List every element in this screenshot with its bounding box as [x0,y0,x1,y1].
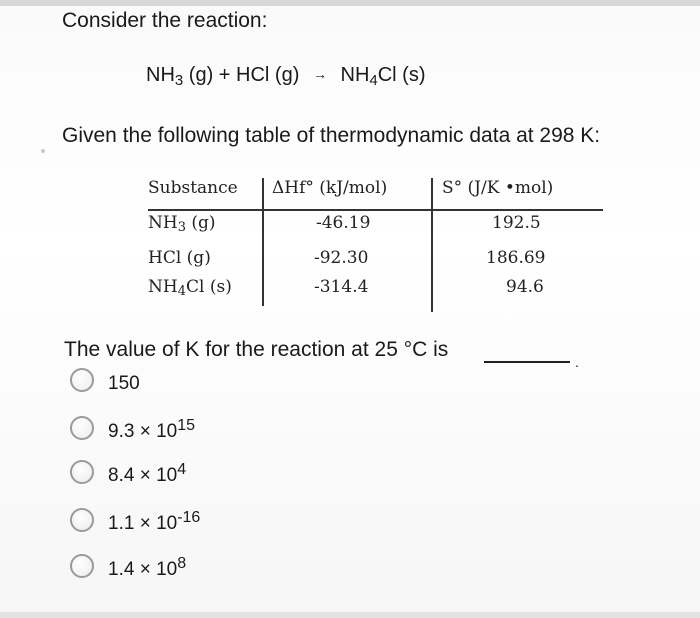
reactant-nh3: NH [146,64,175,86]
radio-button[interactable] [70,554,94,578]
row-s: 192.5 [492,213,541,233]
radio-button[interactable] [70,368,94,392]
row-s: 186.69 [486,248,546,268]
reactant-nh3-sub: 3 [174,72,184,89]
question-period: . [575,354,579,370]
product-rest: Cl (s) [377,64,426,86]
header-dhf: ΔHf° (kJ/mol) [272,178,388,198]
row-substance: $NH_4Cl$ (s) [148,277,232,299]
product-nh4-sub: 4 [369,72,378,89]
option-label: 150 [108,373,140,394]
header-underline [148,209,603,211]
row-dhf: -314.4 [314,277,369,297]
row-substance: HCl (g) [148,248,211,268]
product-nh4: NH [340,64,370,86]
question-text: The value of K for the reaction at 25 °C is [64,338,449,361]
intro-text: Consider the reaction: [62,9,268,32]
reactant-states: (g) + HCl (g) [188,64,300,86]
radio-button[interactable] [70,460,94,484]
option-label: $8.4 \times 10^4$ [108,461,187,486]
header-substance: Substance [148,178,238,198]
answer-blank [484,361,570,363]
reaction-arrow-icon: → [312,66,327,82]
option-label: $9.3 \times 10^{15}$ [108,417,195,442]
column-divider-1 [262,178,264,306]
row-s: 94.6 [506,277,544,297]
radio-button[interactable] [70,508,94,532]
row-substance: $NH_3$ (g) [148,213,216,235]
header-s: S° (J/K •mol) [442,178,554,198]
top-edge [0,0,700,6]
stray-dot [41,149,45,153]
option-label: $1.4 \times 10^8$ [108,555,187,580]
radio-button[interactable] [70,416,94,440]
option-label: $1.1 \times 10^{-16}$ [108,509,201,534]
given-text: Given the following table of thermodynamic data at 298 K: [62,124,601,147]
column-divider-2 [431,178,433,312]
row-dhf: -46.19 [316,213,371,233]
row-dhf: -92.30 [314,248,369,268]
thermo-table [148,178,608,318]
bottom-edge [0,612,700,618]
reaction-equation [146,64,426,89]
